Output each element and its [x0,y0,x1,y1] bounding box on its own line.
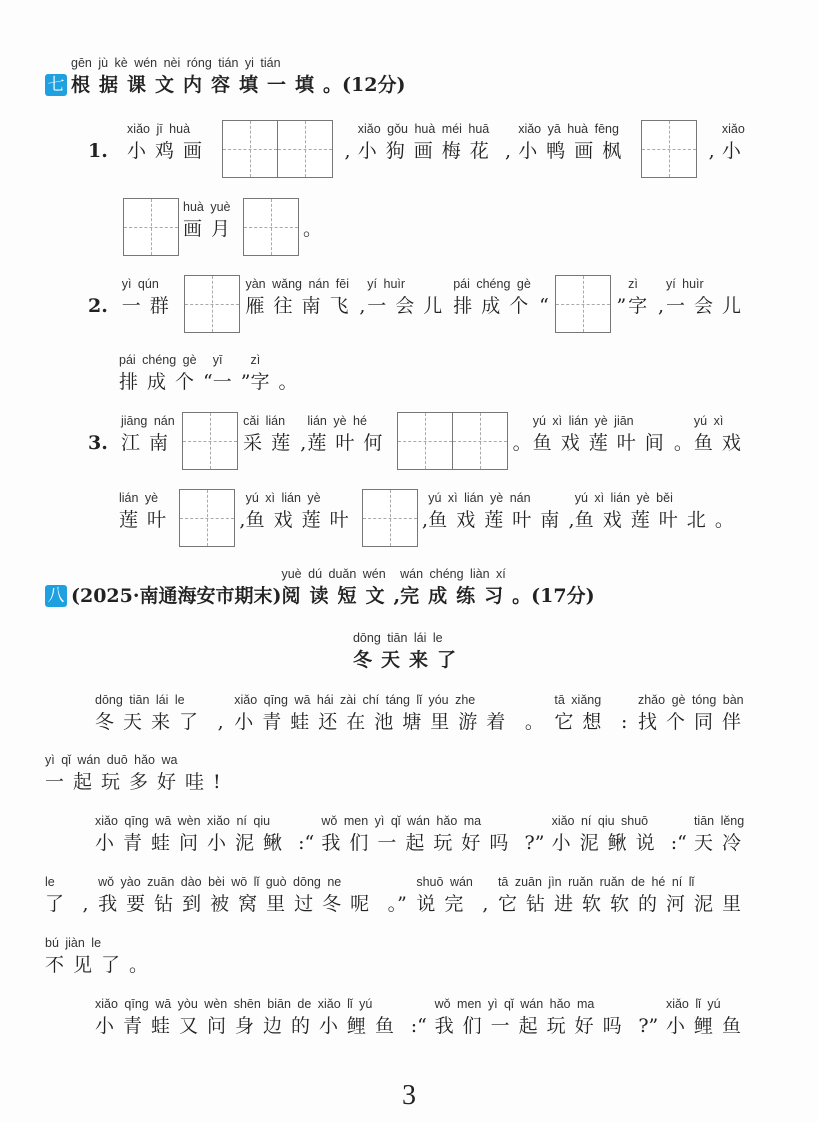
pinyin: dōng tiān lái le [352,631,443,645]
hanzi-text: , [217,711,224,733]
hanzi-text: , [359,295,366,317]
punctuation [213,752,221,795]
punctuation [239,490,245,533]
pinyin-text-segment [95,813,291,856]
hanzi-text: 一会儿 [367,295,452,317]
pinyin: yī [212,353,223,367]
q2-line1 [88,275,750,319]
punctuation [674,413,693,456]
hanzi-text: :“ [410,1015,427,1037]
tianzige-cell[interactable] [277,121,332,177]
hanzi-text: 阅读短文 [281,585,394,607]
pinyin-text-segment [453,276,537,319]
hanzi-text: ?” [524,832,545,854]
punctuation [715,490,734,533]
punctuation [359,276,365,319]
hanzi-text: 字 [628,295,657,317]
pinyin-text-segment [245,276,357,319]
pinyin-text-segment [400,566,512,609]
question-number: 2. [88,295,108,317]
hanzi-text: 江南 [120,432,177,454]
pinyin-text-segment [250,352,278,395]
passage-line [45,935,148,978]
hanzi-text: 字 [250,371,279,393]
hanzi-text: 。(12分) [323,74,406,96]
pinyin: shuō wán [416,875,473,889]
hanzi-text: 小鲤鱼 [665,1015,750,1037]
pinyin: dōng tiān lái le [95,693,185,707]
pinyin-text-segment [122,276,178,319]
punctuation [513,413,532,456]
pinyin-text-segment [246,490,358,533]
hanzi-text: 排成个 [453,295,538,317]
hanzi-text: 小狗画梅花 [357,140,498,162]
pinyin: yuè dú duǎn wén [281,567,386,581]
pinyin: xiǎo gǒu huà méi huā [357,122,490,136]
hanzi-text: 我们一起玩好吗 [434,1015,631,1037]
hanzi-text: , [393,585,401,607]
hanzi-text: 排成个 [119,371,204,393]
pinyin: tā zuān jìn ruǎn ruǎn de hé ní lǐ [497,875,695,889]
pinyin-text-segment [98,874,378,917]
hanzi-text: 我们一起玩好吗 [321,832,518,854]
pinyin: xiǎo ní qiu shuō [551,814,649,828]
pinyin: yí huìr [665,277,704,291]
answer-box[interactable] [397,412,508,470]
pinyin: yí huìr [367,277,406,291]
pinyin: bú jiàn le [45,936,102,950]
hanzi-text: 莲叶何 [307,432,392,454]
pinyin: wǒ men yì qǐ wán hǎo ma [321,814,482,828]
tianzige-cell[interactable] [556,276,610,332]
section8-heading [45,566,595,609]
pinyin: lián yè [119,491,159,505]
hanzi-text: 鱼戏莲叶南 [428,509,569,531]
pinyin: yú xì [693,414,724,428]
pinyin-text-segment [666,996,750,1039]
hanzi-text: , [568,509,575,531]
pinyin-text-segment [435,996,631,1039]
hanzi-text: ?” [638,1015,659,1037]
pinyin-text-segment [533,413,673,456]
answer-box[interactable] [555,275,611,333]
answer-box[interactable] [179,489,235,547]
tianzige-cell[interactable] [244,199,298,255]
hanzi-text: , [708,140,715,162]
punctuation [482,874,488,917]
passage-line [95,692,750,735]
hanzi-text: 小 [721,140,750,162]
pinyin: wǒ yào zuān dào bèi wō lǐ guò dōng ne [98,875,342,889]
pinyin-text-segment [552,813,664,856]
pinyin: lián yè hé [307,414,367,428]
hanzi-text: 莲叶 [119,509,176,531]
passage-line [45,752,221,795]
hanzi-text: , [422,509,429,531]
pinyin-text-segment [321,813,517,856]
punctuation [71,566,281,609]
hanzi-text: 。 [512,432,532,454]
hanzi-text: ! [213,771,221,793]
pinyin-text-segment [95,996,403,1039]
answer-box[interactable] [362,489,418,547]
hanzi-text: 。” [387,893,407,915]
pinyin-text-segment [694,813,750,856]
pinyin: xiǎo qīng wā hái zài chí táng lǐ yóu zhe [234,693,476,707]
punctuation [525,813,545,856]
q1-line1 [88,120,750,164]
pinyin: gēn jù kè wén nèi róng tián yi tián [71,56,281,70]
tianzige-cell[interactable] [183,413,237,469]
hanzi-text: 我要钻到被窝里过冬呢 [98,893,379,915]
pinyin-text-segment [358,121,498,164]
q1-line2 [119,198,322,242]
pinyin-text-segment [127,121,211,164]
section-number-badge: 八 [45,585,67,607]
hanzi-text: (2025·南通海安市期末) [71,585,282,607]
pinyin: yàn wǎng nán fēi [245,277,349,291]
punctuation [278,352,297,395]
hanzi-text: ” [616,295,627,317]
hanzi-text: 一群 [121,295,178,317]
pinyin: cǎi lián [243,414,286,428]
punctuation [568,490,574,533]
pinyin: yú xì lián yè jiān [532,414,634,428]
pinyin: xiǎo [721,122,745,136]
hanzi-text: 。 [673,432,693,454]
hanzi-text: , [82,893,89,915]
punctuation [512,566,594,609]
passage-line [95,813,750,856]
pinyin: tiān lěng [693,814,745,828]
hanzi-text: 。 [129,954,149,976]
punctuation [671,813,687,856]
punctuation [525,692,544,735]
punctuation [203,352,213,395]
pinyin-text-segment [518,121,630,164]
hanzi-text: , [300,432,307,454]
hanzi-text: : [621,711,628,733]
tianzige-cell[interactable] [452,413,507,469]
pinyin: xiǎo qīng wā wèn xiǎo ní qiu [95,814,271,828]
punctuation [303,199,322,242]
hanzi-text: 完成练习 [400,585,513,607]
pinyin-text-segment [498,874,750,917]
hanzi-text: 小鸡画 [127,140,212,162]
hanzi-text: , [239,509,246,531]
pinyin-text-segment [353,630,465,673]
question-number: 1. [88,140,108,162]
q3-line1 [88,412,750,456]
hanzi-text: 鱼戏 [693,432,750,454]
pinyin-text-segment [213,352,241,395]
punctuation [323,55,405,98]
tianzige-cell[interactable] [180,490,234,546]
punctuation [422,490,428,533]
hanzi-text: 了 [45,893,74,915]
punctuation [539,276,549,319]
hanzi-text: :“ [298,832,315,854]
answer-box[interactable] [641,120,697,178]
pinyin: tā xiǎng [554,693,602,707]
tianzige-cell[interactable] [398,413,452,469]
pinyin: yì qún [121,277,159,291]
punctuation [129,935,148,978]
answer-box[interactable] [222,120,333,178]
pinyin: pái chéng gè [453,277,531,291]
hanzi-text: 找个同伴 [637,711,750,733]
pinyin-text-segment [554,692,610,735]
pinyin: xiǎo jī huà [127,122,191,136]
hanzi-text: 。 [524,711,544,733]
tianzige-cell[interactable] [185,276,239,332]
hanzi-text: :“ [670,832,687,854]
hanzi-text: , [344,140,351,162]
hanzi-text: 。 [714,509,734,531]
pinyin: pái chéng gè [119,353,197,367]
passage-line [45,874,750,917]
pinyin: jiāng nán [120,414,175,428]
punctuation [298,813,314,856]
hanzi-text: 鱼戏莲叶间 [532,432,673,454]
passage-title [0,630,818,673]
pinyin-text-segment [45,752,213,795]
page-number: 3 [402,1080,416,1111]
answer-box[interactable] [184,275,240,333]
punctuation [300,413,306,456]
hanzi-text: 它钻进软软的河泥里 [497,893,750,915]
pinyin-text-segment [575,490,715,533]
pinyin-text-segment [666,276,750,319]
pinyin: huà yuè [183,200,231,214]
pinyin-text-segment [95,692,207,735]
pinyin: xiǎo lǐ yú [665,997,721,1011]
pinyin: zhǎo gè tóng bàn [637,693,744,707]
hanzi-text: 小青蛙还在池塘里游着 [234,711,515,733]
pinyin: yì qǐ wán duō hǎo wa [45,753,178,767]
tianzige-cell[interactable] [363,490,417,546]
hanzi-text: , [482,893,489,915]
pinyin: zì [628,277,638,291]
pinyin-text-segment [45,935,129,978]
question-number: 3. [88,432,108,454]
answer-box[interactable] [243,198,299,256]
hanzi-text: 鱼戏莲叶北 [574,509,715,531]
tianzige-cell[interactable] [223,121,277,177]
hanzi-text: “ [203,371,213,393]
tianzige-cell[interactable] [642,121,696,177]
pinyin: xiǎo yā huà fēng [518,122,619,136]
answer-box[interactable] [182,412,238,470]
hanzi-text: 采莲 [243,432,300,454]
hanzi-text: 一会儿 [665,295,750,317]
hanzi-text: 。 [303,218,323,240]
hanzi-text: 。 [278,371,298,393]
pinyin-text-segment [367,276,451,319]
hanzi-text: 不见了 [45,954,130,976]
hanzi-text: 。(17分) [512,585,595,607]
hanzi-text: 小泥鳅说 [551,832,664,854]
hanzi-text: 小青蛙又问身边的小鲤鱼 [95,1015,404,1037]
hanzi-text: 它想 [554,711,611,733]
pinyin-text-segment [428,490,568,533]
pinyin: yú xì lián yè běi [574,491,673,505]
punctuation [709,121,715,164]
pinyin-text-segment [121,413,177,456]
pinyin: le [45,875,55,889]
hanzi-text: 冬天来了 [352,649,465,671]
hanzi-text: , [658,295,665,317]
pinyin-text-segment [638,692,750,735]
pinyin: yú xì lián yè nán [428,491,531,505]
pinyin-text-segment [307,413,391,456]
pinyin-text-segment [119,352,203,395]
pinyin-text-segment [243,413,299,456]
hanzi-text: 一 [212,371,241,393]
pinyin-text-segment [119,490,175,533]
hanzi-text: 说完 [416,893,473,915]
pinyin: xiǎo qīng wā yòu wèn shēn biān de xiǎo lǐ yú [95,997,373,1011]
punctuation [218,692,224,735]
hanzi-text: 鱼戏莲叶 [245,509,358,531]
punctuation [621,692,627,735]
answer-box[interactable] [123,198,179,256]
hanzi-text: 雁往南飞 [245,295,358,317]
section-number-badge: 七 [45,74,67,96]
hanzi-text: 天冷 [693,832,750,854]
hanzi-text: 画月 [183,218,240,240]
pinyin: wǒ men yì qǐ wán hǎo ma [434,997,595,1011]
punctuation [505,121,511,164]
hanzi-text: 根据课文内容填一填 [71,74,324,96]
hanzi-text: ” [240,371,251,393]
punctuation [658,276,664,319]
hanzi-text: “ [539,295,549,317]
hanzi-text: , [504,140,511,162]
punctuation [617,276,627,319]
pinyin: yú xì lián yè [245,491,321,505]
pinyin-text-segment [281,566,393,609]
punctuation [388,874,407,917]
pinyin: zì [250,353,261,367]
section7-heading [45,55,405,98]
pinyin-text-segment [45,874,73,917]
hanzi-text: 小青蛙问小泥鳅 [95,832,292,854]
q2-line2 [119,352,298,395]
punctuation [344,121,350,164]
pinyin-text-segment [694,413,750,456]
pinyin-text-segment [234,692,514,735]
passage-line [95,996,750,1039]
punctuation [83,874,89,917]
pinyin-text-segment [71,55,323,98]
pinyin-text-segment [722,121,750,164]
hanzi-text: 一起玩多好哇 [45,771,214,793]
pinyin-text-segment [416,874,473,917]
pinyin-text-segment [628,276,656,319]
punctuation [411,996,427,1039]
punctuation [241,352,251,395]
tianzige-cell[interactable] [124,199,178,255]
hanzi-text: 冬天来了 [95,711,208,733]
punctuation [638,996,658,1039]
hanzi-text: 小鸭画枫 [518,140,631,162]
pinyin-text-segment [183,199,239,242]
pinyin: wán chéng liàn xí [400,567,506,581]
q3-line2 [119,489,734,533]
